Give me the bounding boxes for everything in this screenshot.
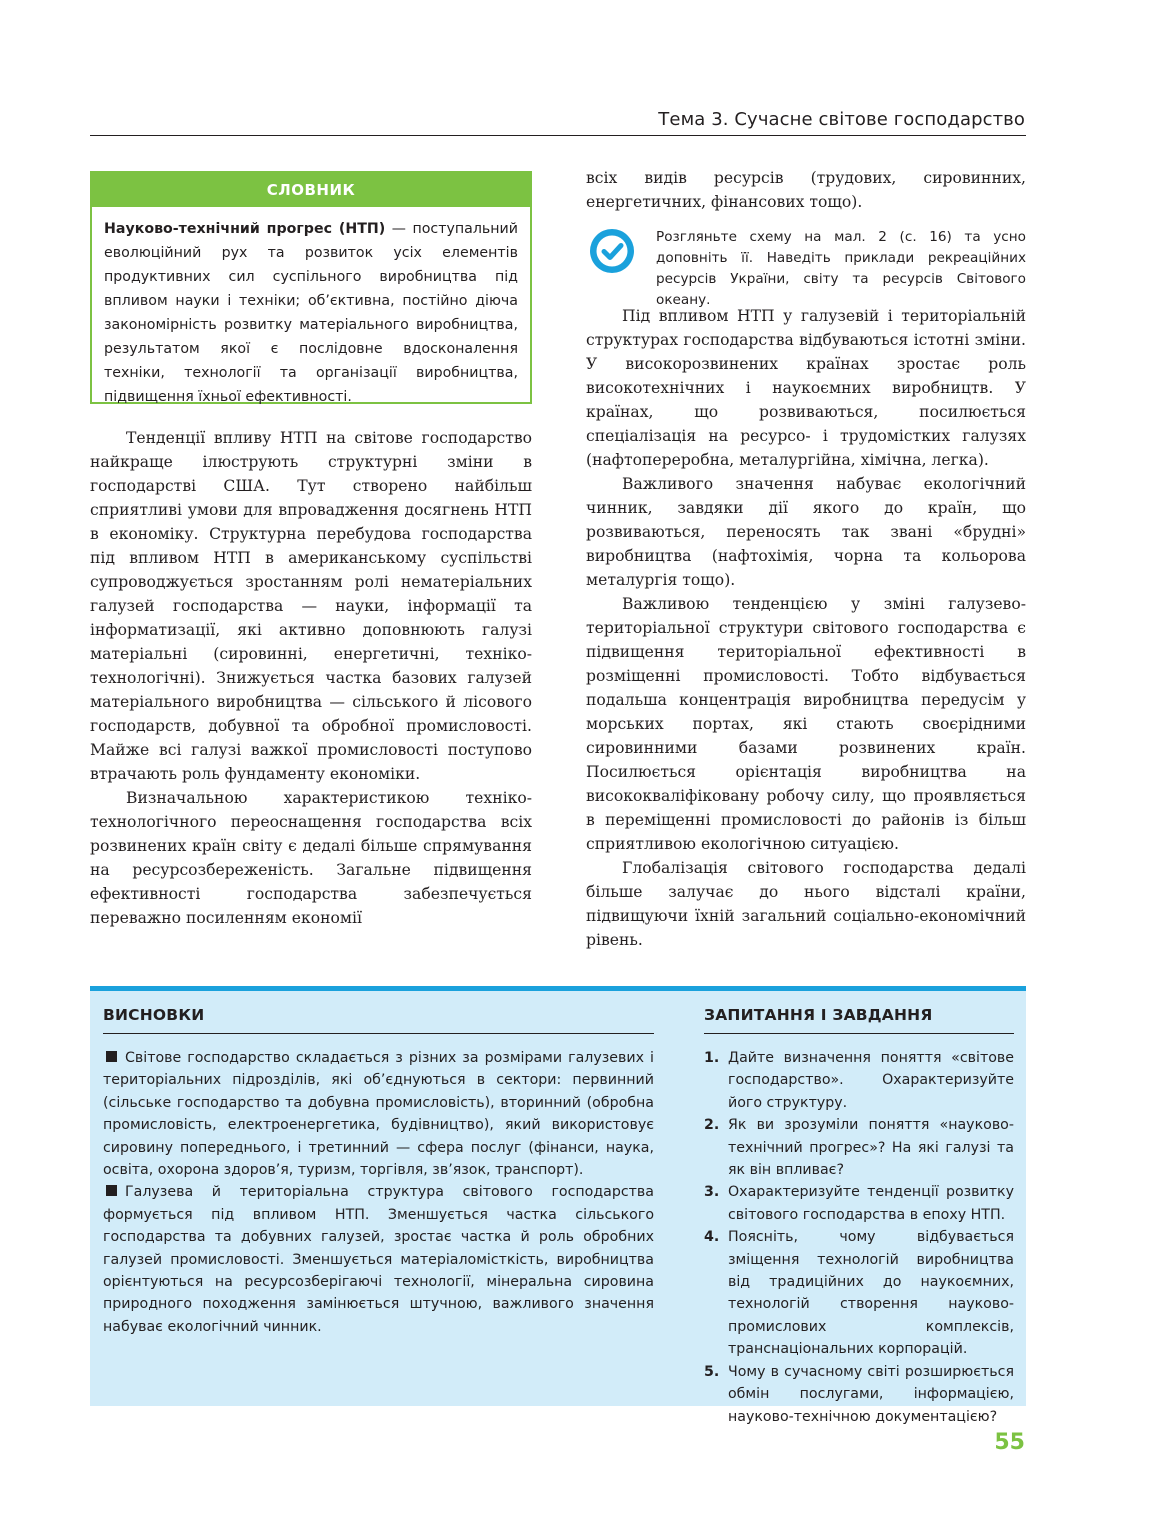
square-bullet-icon	[106, 1185, 117, 1196]
paragraph: Тенденції впливу НТП на світове господарство найкраще ілюструють структурні зміни в господарстві США. Тут створено найбільш сприятливі умови для впровадження досягнень НТП в економіку. Структурна перебудова господарства під впливом НТП в американському суспільстві супроводжується зростанням ролі нематеріальних галузей господарства — науки, інформації та інформатизації, які активно доповнюють галузі матеріальні (сировинні, енергетичні, техніко-технологічні). Знижується частка базових галузей матеріального виробництва — сільського й лісового господарств, добувної та обробної промисловості. Майже всі галузі важкої промисловості поступово втрачають роль фундаменту економіки.	[90, 429, 532, 783]
conclusion-item	[103, 1181, 654, 1338]
question-text: Охарактеризуйте тенденції розвитку світового господарства в епоху НТП.	[728, 1184, 1014, 1223]
questions-heading: ЗАПИТАННЯ І ЗАВДАННЯ	[704, 1006, 933, 1024]
glossary-heading: СЛОВНИК	[92, 173, 530, 207]
question-number: 1.	[704, 1050, 720, 1066]
question-text: Поясніть, чому відбувається зміщення технологій виробництва від традиційних до наукоємних, технологій створення науково-промислових комплексів, транснаціональних корпорацій.	[728, 1229, 1014, 1358]
conclusion-item	[103, 1047, 654, 1181]
right-column	[586, 304, 1026, 952]
square-bullet-icon	[106, 1051, 117, 1062]
conclusion-text: Галузева й територіальна структура світового господарства формується під впливом НТП. Зменшується частка сільського господарства та добувних галузей, зростає частка й роль обробних галузей промисловості. Зменшується матеріаломісткість, виробництва орієнтуються на ресурсозберігаючі технології, мінеральна сировина природного походження замінюється штучною, важливого значення набуває екологічний чинник.	[103, 1184, 654, 1335]
question-item	[704, 1226, 1014, 1360]
question-number: 5.	[704, 1363, 720, 1380]
paragraph: Під впливом НТП у галузевій і територіальній структурах господарства відбуваються істотні зміни. У високорозвинених країнах зростає роль високотехнічних і наукоємних виробництв. У країнах, що розвиваються, посилюється спеціалізація на ресурсо- і трудомістких галузях (нафтопереробна, металургійна, хімічна, легка).	[586, 307, 1026, 469]
paragraph: Визначальною характеристикою техніко-технологічного переоснащення господарства всіх розвинених країн світу є дедалі більше спрямування на ресурсозбереженість. Загальне підвищення ефективності господарства забезпечується переважно посиленням економії	[90, 789, 532, 927]
left-column	[90, 426, 532, 930]
question-text: Дайте визначення поняття «світове господарство». Охарактеризуйте його структуру.	[728, 1050, 1014, 1111]
paragraph: Глобалізація світового господарства дедалі більше залучає до нього відсталі країни, підвищуючи їхній загальний соціально-економічний рівень.	[586, 859, 1026, 949]
glossary-definition: — поступальний еволюційний рух та розвиток усіх елементів продуктивних сил суспільного виробництва під впливом науки і техніки; об’єктивна, постійно діюча закономірність розвитку матеріального виробництва, результатом якої є послідовне вдосконалення техніки, технології та організації виробництва, підвищення їхньої ефективності.	[104, 221, 518, 405]
conclusions-heading: ВИСНОВКИ	[103, 1006, 205, 1024]
running-header: Тема 3. Сучасне світове господарство	[658, 109, 1025, 130]
right-column-continuation	[586, 166, 1026, 214]
paragraph: Важливою тенденцією у зміні галузево-територіальної структури світового господарства є підвищення територіальної ефективності в розміщенні промисловості. Тобто відбувається подальша концентрація виробництва передусім у морських портах, які стають своєрідними сировинними базами розвинених країн. Посилюється орієнтація виробництва на висококваліфіковану робочу силу, що проявляється в переміщенні промисловості до районів із більш сприятливою екологічною ситуацією.	[586, 595, 1026, 853]
header-rule	[90, 135, 1026, 136]
conclusions-rule	[103, 1033, 654, 1034]
glossary-term: Науково-технічний прогрес (НТП)	[104, 221, 386, 237]
summary-band	[90, 986, 1026, 1425]
paragraph-continuation: всіх видів ресурсів (трудових, сировинних, енергетичних, фінансових тощо).	[586, 169, 1026, 211]
question-item	[704, 1114, 1014, 1181]
questions-list	[704, 1047, 1014, 1428]
glossary-entry	[92, 207, 530, 409]
paragraph: Важливого значення набуває екологічний чинник, завдяки дії якого до країн, що розвиваються, переносять так звані «брудні» виробництва (нафтохімія, чорна та кольорова металургія тощо).	[586, 475, 1026, 589]
checkmark-circle-icon	[586, 225, 638, 277]
conclusions-list	[103, 1047, 654, 1338]
question-text: Як ви зрозуміли поняття «науково-технічний прогрес»? На які галузі та як він впливає?	[728, 1117, 1014, 1179]
question-item	[704, 1361, 1014, 1428]
question-text: Чому в сучасному світі розширюється обмін послугами, інформацією, науково-технічною документацією?	[728, 1363, 1014, 1425]
question-number: 2.	[704, 1117, 720, 1134]
question-number: 3.	[704, 1184, 720, 1201]
question-number: 4.	[704, 1229, 720, 1246]
task-note	[586, 225, 1026, 308]
task-note-text: Розгляньте схему на мал. 2 (с. 16) та усно доповніть її. Наведіть приклади рекреаційних ресурсів України, світу та ресурсів Світового океану.	[656, 229, 1026, 308]
conclusion-text: Світове господарство складається з різних за розмірами галузевих і територіальних підрозділів, які об’єднуються в сектори: первинний (сільське господарство та добувна промисловість), вторинний (обробна промисловість, електроенергетика, будівництво), який використовує сировину попереднього, і третинний — сфера послуг (фінанси, наука, освіта, охорона здоров’я, туризм, торгівля, зв’язок, транспорт).	[103, 1050, 654, 1179]
glossary-box	[90, 171, 532, 404]
page-number: 55	[994, 1430, 1025, 1455]
question-item	[704, 1047, 1014, 1114]
questions-rule	[704, 1033, 1014, 1034]
question-item	[704, 1181, 1014, 1226]
